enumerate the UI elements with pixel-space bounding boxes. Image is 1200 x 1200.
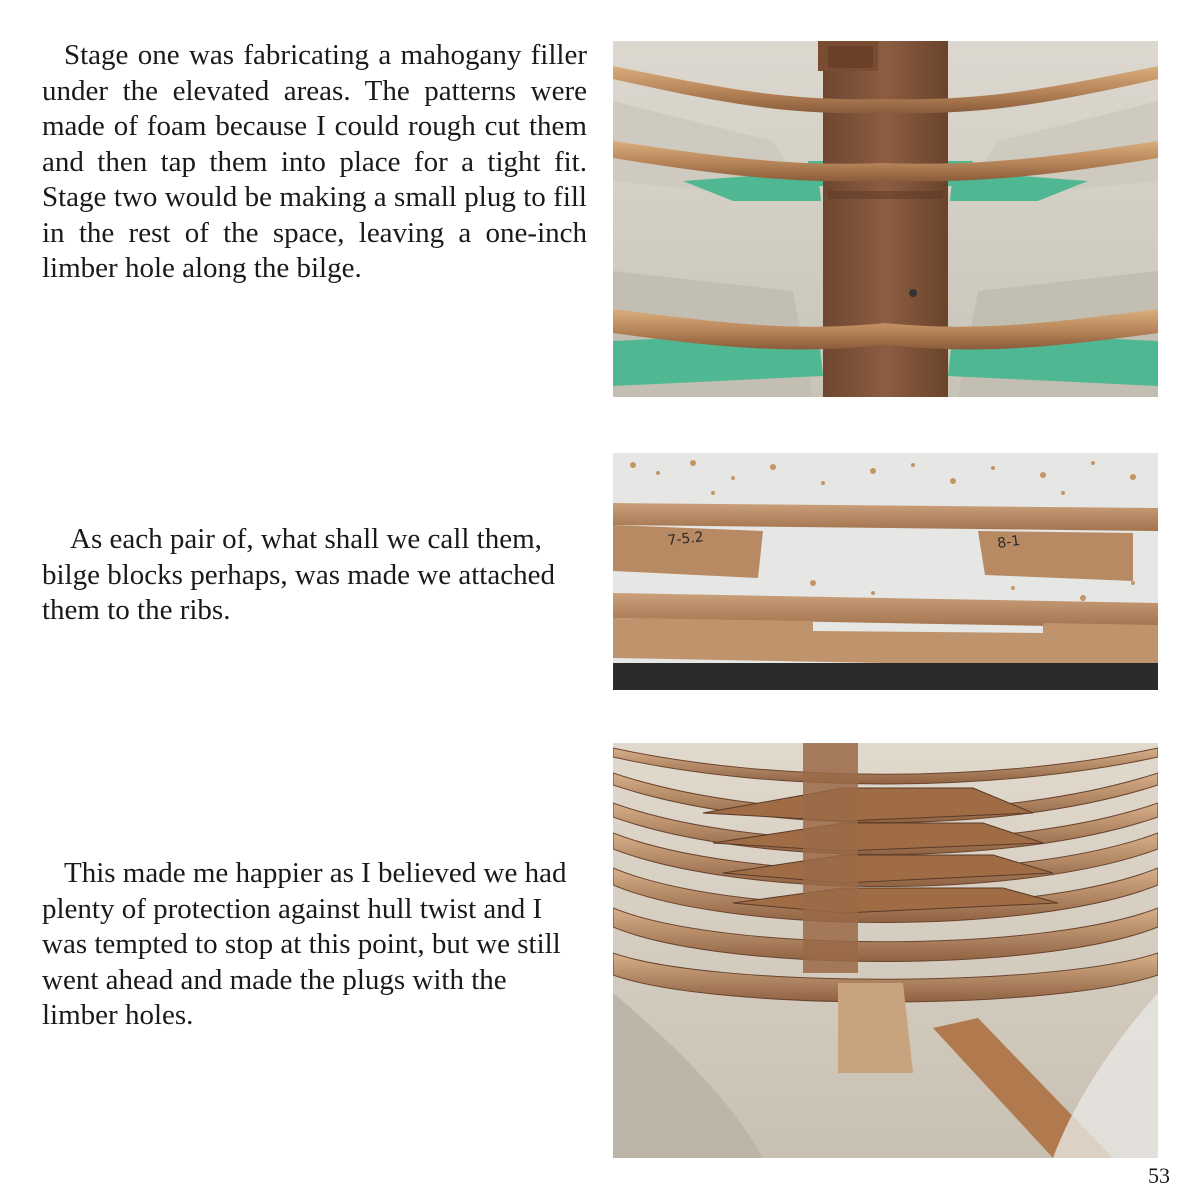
photo-completed-bilge-blocks-in-hull (613, 743, 1158, 1158)
paragraph-bilge-blocks (42, 522, 587, 629)
paragraph-2-text: As each pair of, what shall we call them, bilge blocks perhaps, was made we attached them to the ribs. (42, 523, 555, 626)
photo-bilge-blocks-on-bench (613, 453, 1158, 690)
paragraph-plugs-limber-holes (42, 856, 587, 1034)
handwritten-mark-right: 8-1 (996, 532, 1022, 552)
photo-ribs-with-foam-patterns (613, 41, 1158, 397)
paragraph-3-text: This made me happier as I believed we had plenty of protection against hull twist and I was tempted to stop at this point, but we still went ahead and made the plugs with the limber holes. (42, 857, 567, 1031)
handwritten-mark-left: 7-5.2 (666, 529, 705, 549)
page-number: 53 (1148, 1163, 1170, 1188)
paragraph-1-text: Stage one was fabricating a mahogany filler under the elevated areas. The patterns were made of foam because I could rough cut them and then tap them into place for a tight fit. Stage two would be making a small plug to fill in the rest of the space, leaving a one-inch limber hole along the bilge. (42, 39, 587, 284)
paragraph-foam-patterns (42, 38, 587, 287)
